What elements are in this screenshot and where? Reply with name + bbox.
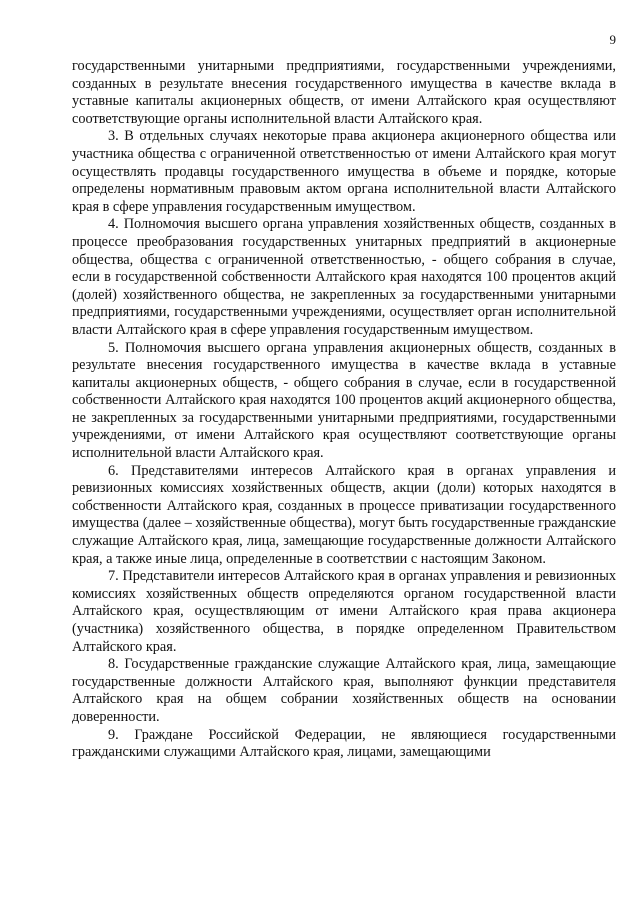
paragraph-3: 3. В отдельных случаях некоторые права акционера акционерного общества или участника общества с ограниченной ответственностью от имени Алтайского края могут осуществлять продавцы государственного имущества в объеме и порядке, которые определены нормативным правовым актом органа исполнительной власти Алтайского края в сфере управления государственным имуществом. bbox=[72, 128, 616, 215]
document-body bbox=[72, 58, 616, 762]
page-number: 9 bbox=[609, 32, 616, 47]
paragraph-8: 8. Государственные гражданские служащие Алтайского края, лица, замещающие государственные должности Алтайского края, выполняют функции представителя Алтайского края на общем собрании хозяйственных обществ на основании доверенности. bbox=[72, 656, 616, 725]
paragraph-5: 5. Полномочия высшего органа управления акционерных обществ, созданных в результате внесения государственного имущества в качестве вклада в уставные капиталы акционерных обществ, - общего собрания в случае, если в государственной собственности Алтайского края находятся 100 процентов акций акционерного общества, не закрепленных за государственными унитарными предприятиями, государственными учреждениями, от имени Алтайского края осуществляют соответствующие органы исполнительной власти Алтайского края. bbox=[72, 339, 616, 462]
paragraph-7: 7. Представители интересов Алтайского края в органах управления и ревизионных комиссиях хозяйственных обществ определяются органом государственной власти Алтайского края, осуществляющим от имени Алтайского края права акционера (участника) хозяйственного общества, в порядке определенном Правительством Алтайского края. bbox=[72, 568, 616, 655]
paragraph-9: 9. Граждане Российской Федерации, не являющиеся государственными гражданскими служащими Алтайского края, лицами, замещающими bbox=[72, 726, 616, 761]
paragraph-continuation: государственными унитарными предприятиями, государственными учреждениями, созданных в результате внесения государственного имущества в качестве вклада в уставные капиталы акционерных обществ, от имени Алтайского края осуществляют соответствующие органы исполнительной власти Алтайского края. bbox=[72, 58, 616, 127]
paragraph-4: 4. Полномочия высшего органа управления хозяйственных обществ, созданных в процессе преобразования государственных унитарных предприятий в акционерные общества, общества с ограниченной ответственностью, - общего собрания в случае, если в государственной собственности Алтайского края находятся 100 процентов акций (долей) хозяйственного общества, не закрепленных за государственными унитарными предприятиями, государственными учреждениями, осуществляет орган исполнительной власти Алтайского края в сфере управления государственным имуществом. bbox=[72, 216, 616, 338]
paragraph-6: 6. Представителями интересов Алтайского края в органах управления и ревизионных комиссиях хозяйственных обществ, акции (доли) которых находятся в собственности Алтайского края, созданных в процессе приватизации государственного имущества (далее – хозяйственные общества), могут быть государственные гражданские служащие Алтайского края, лица, замещающие государственные должности Алтайского края, а также иные лица, определенные в соответствии с настоящим Законом. bbox=[72, 462, 616, 567]
